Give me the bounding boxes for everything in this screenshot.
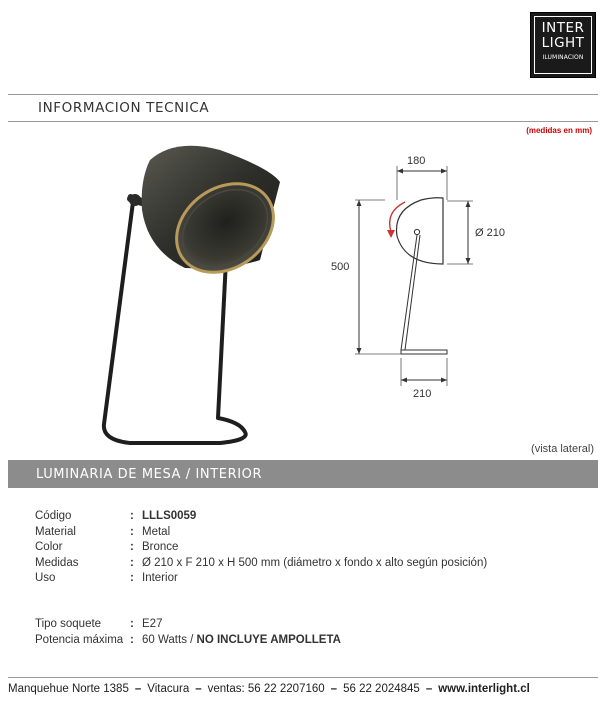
arrowhead <box>397 169 403 174</box>
spec-label: Material <box>35 525 76 538</box>
footer-contact <box>8 683 598 695</box>
footer-area: Vitacura <box>147 683 190 695</box>
spec-value: Bronce <box>142 541 179 554</box>
footer-separator: – <box>425 683 433 695</box>
drawing-stand <box>405 235 420 350</box>
spec-row-dimensions <box>35 556 595 572</box>
spec-value-power <box>142 633 341 649</box>
spec-label: Potencia máxima <box>35 633 124 646</box>
arrowhead <box>441 169 447 174</box>
brand-logo <box>530 12 596 78</box>
product-category: LUMINARIA DE MESA / INTERIOR <box>36 467 263 482</box>
spec-value: E27 <box>142 618 163 630</box>
units-note: (medidas en mm) <box>526 126 592 135</box>
arrowhead <box>466 258 471 264</box>
arrowhead <box>357 348 362 354</box>
power-watts: 60 Watts / <box>142 633 194 646</box>
specs-table <box>35 509 595 587</box>
logo-line-2: LIGHT <box>541 35 585 51</box>
spec-row-usage <box>35 571 595 587</box>
technical-drawing <box>325 140 525 400</box>
rotation-arrow <box>390 202 405 232</box>
drawing-base <box>401 350 447 354</box>
drawing-pivot <box>414 229 419 234</box>
footer-website-link[interactable]: www.interlight.cl <box>438 683 530 695</box>
header-bottom-rule <box>8 121 598 122</box>
rotation-arrowhead <box>387 230 395 238</box>
spec-colon: : <box>130 572 134 585</box>
spec-colon: : <box>130 556 134 569</box>
arrowhead <box>441 378 447 383</box>
spec-value: Metal <box>142 525 171 538</box>
footer-separator: – <box>330 683 338 695</box>
footer-sales-phone: ventas: 56 22 2207160 <box>207 683 325 695</box>
bulb-not-included: NO INCLUYE AMPOLLETA <box>193 633 341 646</box>
footer-rule <box>8 677 598 678</box>
spec-row-power <box>35 633 595 649</box>
arrowhead <box>466 201 471 207</box>
spec-label: Color <box>35 541 63 554</box>
dim-height: 500 <box>331 261 350 273</box>
spec-label: Uso <box>35 572 56 585</box>
arrowhead <box>401 378 407 383</box>
spec-row-material <box>35 525 595 541</box>
section-title: INFORMACION TECNICA <box>38 100 210 116</box>
logo-line-1: INTER <box>541 20 585 36</box>
dim-diameter: Ø 210 <box>475 227 505 239</box>
view-note: (vista lateral) <box>531 443 594 455</box>
logo-frame <box>534 16 592 74</box>
footer-phone-2: 56 22 2024845 <box>343 683 420 695</box>
spec-colon: : <box>130 510 134 522</box>
spec-row-socket <box>35 617 595 633</box>
logo-line-3: ILUMINACION <box>542 54 584 61</box>
arrowhead <box>357 200 362 206</box>
dim-width-top: 180 <box>407 155 426 167</box>
header-top-rule <box>8 94 598 95</box>
spec-colon: : <box>130 541 134 554</box>
spec-label: Código <box>35 510 72 522</box>
product-image <box>90 140 290 450</box>
spec-value: Interior <box>142 572 178 585</box>
footer-address: Manquehue Norte 1385 <box>8 683 129 695</box>
dim-base-width: 210 <box>413 388 432 400</box>
footer-separator: – <box>134 683 142 695</box>
spec-row-color <box>35 540 595 556</box>
spec-colon: : <box>130 618 134 630</box>
spec-value: Ø 210 x F 210 x H 500 mm (diámetro x fondo x alto según posición) <box>142 556 488 569</box>
spec-value: LLLS0059 <box>142 510 197 522</box>
product-band <box>8 460 598 488</box>
electrical-specs <box>35 617 595 648</box>
drawing-stand <box>401 235 417 350</box>
spec-colon: : <box>130 633 134 646</box>
spec-label: Tipo soquete <box>35 618 102 630</box>
spec-colon: : <box>130 525 134 538</box>
spec-label: Medidas <box>35 556 79 569</box>
spec-row-code <box>35 509 595 525</box>
footer-separator: – <box>195 683 202 695</box>
